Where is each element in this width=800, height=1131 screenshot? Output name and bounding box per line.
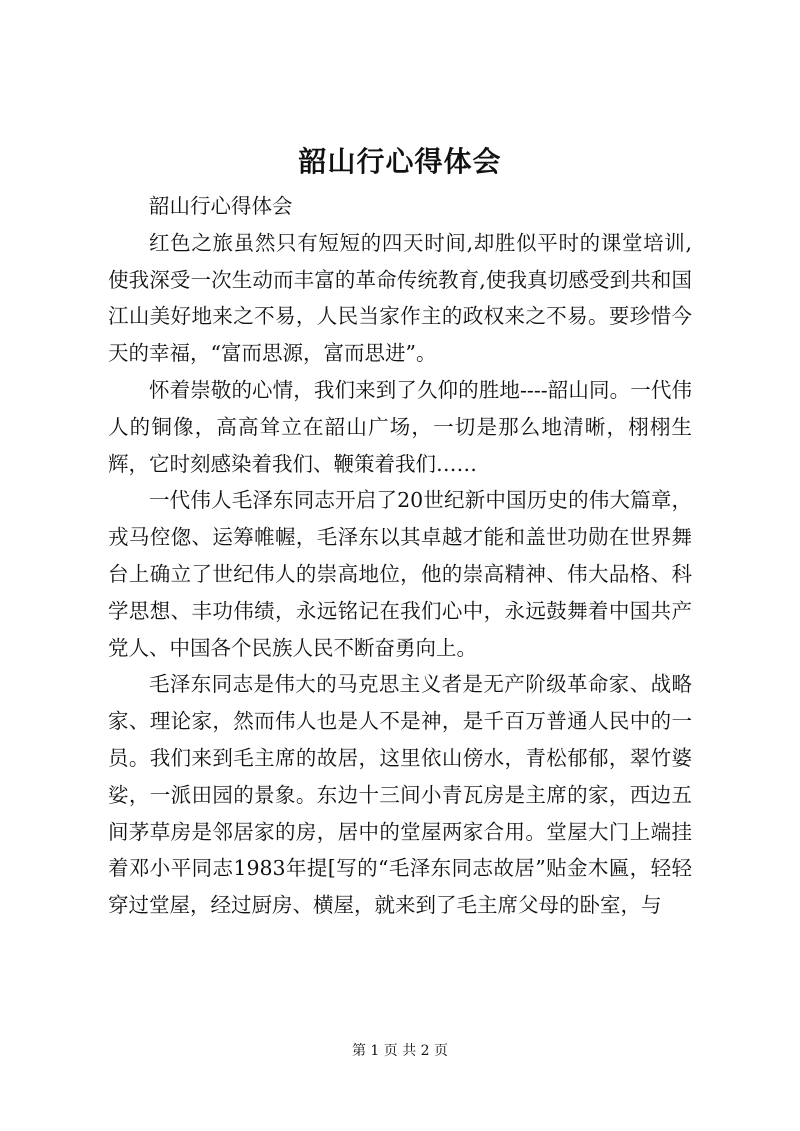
paragraph: 一代伟人毛泽东同志开启了20世纪新中国历史的伟大篇章，戎马倥偬、运筹帷幄，毛泽东以其卓越才能和盖世功勋在世界舞台上确立了世纪伟人的崇高地位，他的崇高精神、伟大品格、科学思想、丰功伟绩，永远铭记在我们心中，永远鼓舞着中国共产党人、中国各个民族人民不断奋勇向上。 [108,488,692,660]
paragraph: 红色之旅虽然只有短短的四天时间,却胜似平时的课堂培训,使我深受一次生动而丰富的革命传统教育,使我真切感受到共和国江山美好地来之不易，人民当家作主的政权来之不易。要珍惜今天的幸福，“富而思源，富而思进”。 [108,230,692,366]
paragraph: 怀着崇敬的心情，我们来到了久仰的胜地----韶山同。一代伟人的铜像，高高耸立在韶山广场，一切是那么地清晰，栩栩生辉，它时刻感染着我们、鞭策着我们…… [108,377,692,476]
paragraph: 毛泽东同志是伟大的马克思主义者是无产阶级革命家、战略家、理论家，然而伟人也是人不是神，是千百万普通人民中的一员。我们来到毛主席的故居，这里依山傍水，青松郁郁，翠竹婆娑，一派田园的景象。东边十三间小青瓦房是主席的家，西边五间茅草房是邻居家的房，居中的堂屋两家合用。堂屋大门上端挂着邓小平同志1983年提[写的“毛泽东同志故居”贴金木匾，轻轻穿过堂屋，经过厨房、横屋，就来到了毛主席父母的卧室，与 [108,672,692,918]
page-title: 韶山行心得体会 [298,145,502,178]
document-body [108,188,692,924]
paragraph-subtitle: 韶山行心得体会 [149,194,293,218]
page-number-footer: 第 1 页 共 2 页 [351,1043,449,1059]
